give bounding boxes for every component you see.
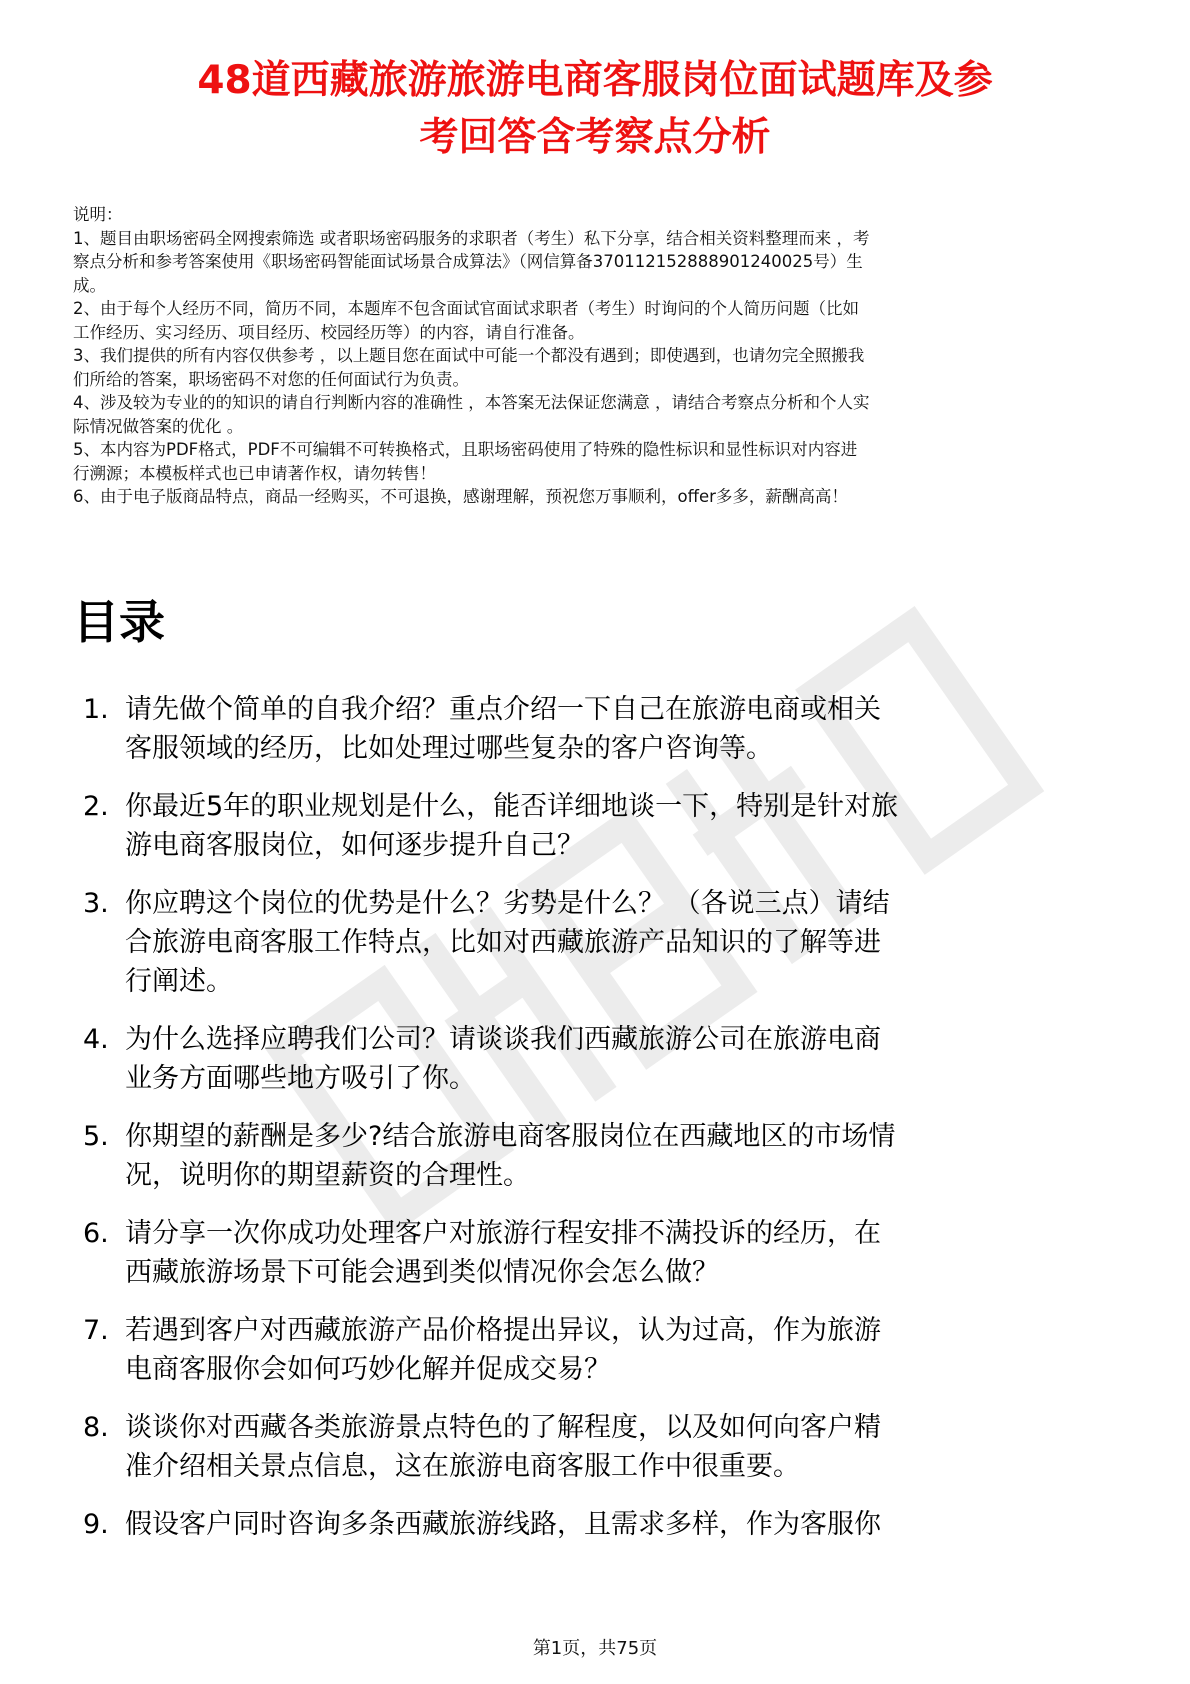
note-line: 工作经历、实习经历、项目经历、校园经历等）的内容，请自行准备。 xyxy=(73,322,585,342)
toc-item[interactable] xyxy=(73,690,1123,768)
toc-item-line: 为什么选择应聘我们公司？请谈谈我们西藏旅游公司在旅游电商 xyxy=(125,1024,881,1055)
note-line: 1、题目由职场密码全网搜索筛选 或者职场密码服务的求职者（考生）私下分享，结合相关资料整理而来 ，考 xyxy=(73,228,870,248)
toc-list xyxy=(73,690,1123,1563)
toc-item[interactable] xyxy=(73,1408,1123,1486)
toc-item[interactable] xyxy=(73,884,1123,1001)
toc-item-number: 9. xyxy=(83,1509,109,1540)
toc-item-line: 谈谈你对西藏各类旅游景点特色的了解程度，以及如何向客户精 xyxy=(125,1412,881,1443)
note-line: 4、涉及较为专业的的知识的请自行判断内容的准确性 ，本答案无法保证您满意 ，请结合考察点分析和个人实 xyxy=(73,393,870,412)
toc-item-number: 8. xyxy=(83,1412,109,1443)
toc-item-number: 4. xyxy=(83,1024,109,1055)
note-line: 成。 xyxy=(73,275,106,295)
toc-item-line: 业务方面哪些地方吸引了你。 xyxy=(125,1063,476,1094)
note-line: 5、本内容为PDF格式，PDF不可编辑不可转换格式，且职场密码使用了特殊的隐性标识和显性标识对内容进 xyxy=(73,440,858,459)
toc-item-line: 若遇到客户对西藏旅游产品价格提出异议，认为过高，作为旅游 xyxy=(125,1315,881,1346)
note-line: 行溯源；本模板样式也已申请著作权，请勿转售！ xyxy=(73,463,436,483)
toc-item-line: 假设客户同时咨询多条西藏旅游线路，且需求多样，作为客服你 xyxy=(125,1509,881,1540)
note-line: 察点分析和参考答案使用《职场密码智能面试场景合成算法》（网信算备370112152888901240025号）生 xyxy=(73,252,863,271)
toc-item[interactable] xyxy=(73,1117,1123,1195)
toc-item[interactable] xyxy=(73,1020,1123,1098)
toc-item-number: 5. xyxy=(83,1121,109,1152)
toc-item-line: 行阐述。 xyxy=(125,966,233,997)
toc-item-number: 3. xyxy=(83,888,109,919)
toc-item-line: 请先做个简单的自我介绍？重点介绍一下自己在旅游电商或相关 xyxy=(125,694,881,725)
toc-item-line: 况，说明你的期望薪资的合理性。 xyxy=(125,1160,530,1191)
note-line: 说明： xyxy=(73,205,123,224)
disclaimer-notes xyxy=(73,203,1118,509)
toc-item-line: 合旅游电商客服工作特点，比如对西藏旅游产品知识的了解等进 xyxy=(125,927,881,958)
note-line: 际情况做答案的优化 。 xyxy=(73,416,244,436)
toc-item-line: 请分享一次你成功处理客户对旅游行程安排不满投诉的经历，在 xyxy=(125,1218,881,1249)
toc-item[interactable] xyxy=(73,1505,1123,1544)
toc-item-line: 电商客服你会如何巧妙化解并促成交易？ xyxy=(125,1354,611,1385)
toc-heading: 目录 xyxy=(73,595,165,649)
toc-item-line: 客服领域的经历，比如处理过哪些复杂的客户咨询等。 xyxy=(125,733,773,764)
toc-item-line: 准介绍相关景点信息，这在旅游电商客服工作中很重要。 xyxy=(125,1451,800,1482)
toc-item[interactable] xyxy=(73,1214,1123,1292)
toc-item-line: 你期望的薪酬是多少?结合旅游电商客服岗位在西藏地区的市场情 xyxy=(125,1121,896,1152)
document-title xyxy=(70,52,1120,166)
toc-item-number: 1. xyxy=(83,694,109,725)
toc-item-line: 你最近5年的职业规划是什么，能否详细地谈一下，特别是针对旅 xyxy=(125,791,899,822)
toc-item-number: 2. xyxy=(83,791,109,822)
page-footer: 第1页，共75页 xyxy=(532,1638,658,1659)
note-line: 们所给的答案，职场密码不对您的任何面试行为负责。 xyxy=(73,369,469,389)
note-line: 2、由于每个人经历不同，简历不同，本题库不包含面试官面试求职者（考生）时询问的个人简历问题（比如 xyxy=(73,299,859,318)
title-line-1: 48道西藏旅游旅游电商客服岗位面试题库及参 xyxy=(197,58,993,103)
note-line: 6、由于电子版商品特点，商品一经购买，不可退换，感谢理解，预祝您万事顺利，offer多多，薪酬高高！ xyxy=(73,487,848,506)
toc-item[interactable] xyxy=(73,1311,1123,1389)
toc-item-number: 7. xyxy=(83,1315,109,1346)
toc-item-number: 6. xyxy=(83,1218,109,1249)
toc-item-line: 西藏旅游场景下可能会遇到类似情况你会怎么做？ xyxy=(125,1257,719,1288)
toc-item-line: 游电商客服岗位，如何逐步提升自己？ xyxy=(125,830,584,861)
toc-item[interactable] xyxy=(73,787,1123,865)
note-line: 3、我们提供的所有内容仅供参考 ，以上题目您在面试中可能一个都没有遇到；即使遇到，也请勿完全照搬我 xyxy=(73,346,865,365)
title-line-2: 考回答含考察点分析 xyxy=(419,115,771,160)
toc-item-line: 你应聘这个岗位的优势是什么？劣势是什么？ （各说三点）请结 xyxy=(125,888,890,919)
